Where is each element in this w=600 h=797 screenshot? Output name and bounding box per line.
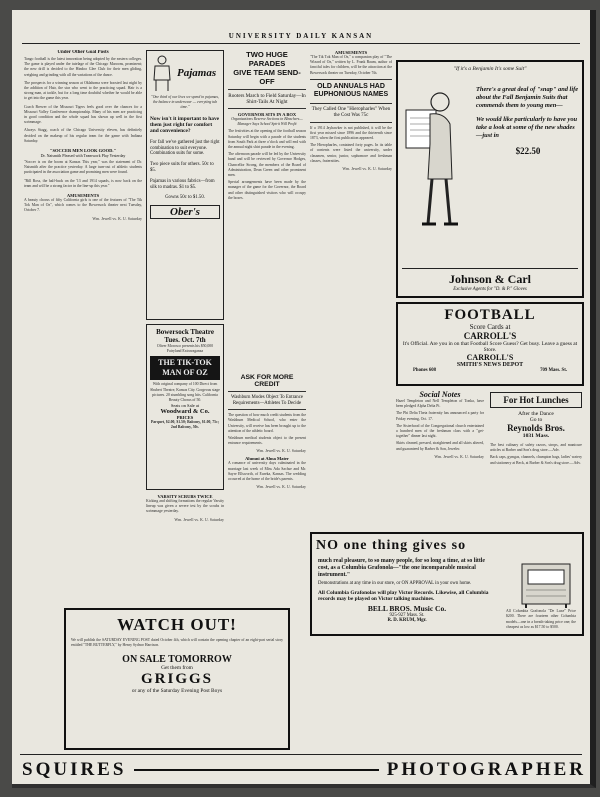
suit-price: $22.50 [515, 146, 541, 156]
store-name: Woodward & Co. [160, 408, 210, 416]
paragraph: Kicking and shifting formations the regular Varsity lineup was given a severe test by the scrubs in scrimmage yesterday. [146, 499, 224, 514]
ad-get: Get them from [161, 665, 193, 672]
body-text: For fall we've gathered just the right combination to suit everyone. Combination suits for some. [150, 139, 220, 157]
columbia-grafonola-ad [310, 532, 584, 636]
squires-footer [22, 757, 586, 783]
show-details: With original company of 100 Direct from Shubert Theatre, Kansas City. Gorgeous stage pictures. 20 stumbling song hits. California Beauty Chorus of 50. [150, 382, 220, 403]
store-name: Johnson & Carl [448, 272, 531, 286]
ad-subtitle: After the Dance [518, 411, 554, 417]
ad-line: Wm. Jewell vs. K. U. Saturday [256, 448, 306, 454]
seats-label: Seats on Sale at [170, 403, 200, 409]
theatre-name: Bowersock Theatre [156, 328, 214, 336]
football-ad [396, 302, 584, 386]
ad-title: FOOTBALL [444, 307, 536, 323]
store-subname: SMITH'S NEWS DEPOT [456, 362, 524, 369]
watch-out-ad [64, 608, 290, 750]
paragraph: Skirts cleaned, pressed, straightened and all skirts altered, and guaranteed by Barber & Son, Jeweler. [396, 441, 484, 451]
presenter: Oliver Morosco presents his $50,000 Fairyland Extravaganza [156, 344, 214, 354]
deck: They Called One "Hieropharles" When the Cost Was 75c [311, 106, 391, 118]
ad-line: Wm. Jewell vs. K. U. Saturday [434, 453, 484, 459]
ad-sale: ON SALE TOMORROW [122, 654, 232, 666]
ad-subtitle: Score Cards at [469, 323, 511, 331]
paragraph: The question of how much credit students from the Washburn Medical School, who enter the University, will receive has been brought up to the attention of the athletic board. [228, 413, 306, 433]
lead-text: Now isn't it important to have them just right for comfort and convenience? [150, 115, 220, 135]
ad-copy: much real pleasure, to so many people, for so long a time, at so little cost, as a Columbia Grafonola—"the one incomparable musical instrument." [318, 558, 485, 578]
obers-logo: Ober's [150, 205, 220, 219]
prices-label: PRICES [176, 415, 194, 421]
caption: All Columbia Grafonola "De Luxe" Price $200. There are fourteen other Columbia models—one in a breath-taking price one; the cheapest as low as $17.50 to $500. [506, 609, 576, 629]
headline: TWO HUGE PARADES [246, 50, 288, 68]
paragraph: "The Tik Tok Man of Oz," a companion play of "The Wizard of Oz," written by L. Frank Baum, author of fanciful tales for children, will be the attraction at the Bowersock theater on Tuesday, October 7th. [310, 55, 392, 75]
ad-line: Wm. Jewell vs. K. U. Saturday [342, 166, 392, 172]
section-title: Social Notes [419, 390, 461, 399]
ad-line: Wm. Jewell vs. K. U. Saturday [256, 484, 306, 490]
paragraph: The Hieropharles, contained forty pages. In its table of contents were listed the university, under classmen, senior, junior, sophomore and freshman classes, fraternities. [310, 143, 392, 163]
store-name: CARROLL'S [466, 353, 514, 363]
manager: R. D. KRUM, Mgr. [387, 618, 427, 624]
paragraph: "Bill Ross, the half-back on the '13 and 1914 squads, is now back on the team and will be a strong factor in the line-up this year." [24, 178, 142, 188]
paragraph: Coach Brewer of the Missouri Tigers feels good over the chances for a Missouri Valley Conference championship. Many of his men are practicing in good condition and the whole squad has shown up well in the first scrimmage. [24, 104, 142, 125]
address: 925-927 Mass. St. [389, 613, 425, 619]
ad-copy: We would like particularly to have you take a look at some of the new shades—just in [476, 116, 578, 139]
deck: Rooters March to Field Saturday—In Shirt-Tails At Night [228, 93, 306, 105]
kicker-deck: Organizations Reserve Sections in Bleachers—Manager Says School Spirit Will Profit [231, 117, 303, 127]
kicker: GOVERNOR SITS IN A BOX [237, 112, 297, 117]
ad-copy: All Columbia Grafonolas will play Victor Records. Likewise, all Columbia records may be played on Victor talking machines. [318, 589, 489, 603]
headline: OLD ANNUALS HAD EUPHONIOUS NAMES [313, 82, 389, 99]
paragraph: Hazel Templeton and Nell Templeton of Tonka, have been pledged Alpha Delta Pi. [396, 399, 484, 409]
ad-copy: We will publish the SATURDAY EVENING POST dated October 4th, which will contain the opening chapter of an eight-part serial story entitled "THE BUTTERFLY," by Henry Sydnor Harrison. [71, 638, 283, 648]
man-reading-illustration [404, 84, 470, 234]
news-item [146, 494, 224, 604]
column-heading: Under Other Goal Posts [57, 50, 109, 55]
footer-right: PHOTOGRAPHER [386, 759, 586, 780]
paragraph: A romance of university days culminated in the marriage last week of Miss Ada Sachse and Mr. Sayre Ellsworth, of Eureka, Kansas. The wedding occurred at the home of the bride's parents. [228, 461, 306, 482]
subheading: "SOCCER MEN LOOK GOOD." [49, 148, 116, 154]
headline: VARSITY SCRUBS TWICE [157, 494, 213, 499]
social-notes [396, 390, 484, 530]
paragraph: The Phi Delta Theta fraternity has announced a party for Friday evening, Oct. 17. [396, 411, 484, 421]
paragraph: The Sisterhood of the Congregational church entertained a hundred men of the freshman class with a "get-together" dinner last night. [396, 423, 484, 439]
grafonola-cabinet-icon [518, 560, 574, 608]
paragraph: "Soccer is on the boom at Kansas This year," was the statement of Dr. Naismith after the practice yesterday. A large turn-out of athletic students participated in the association game and promising men were found. [24, 160, 142, 175]
body-text: Gowns 50c to $1.50. [165, 195, 205, 201]
paragraph: Back caps, gymgas, channels, champion bags, ladies' watery and stationery at Beck, at Barber & Son's drug store.—Adv. [490, 455, 582, 465]
footer-left: SQUIRES [22, 759, 127, 780]
show-title: THE TIK-TOK MAN OF OZ [150, 356, 220, 380]
paragraph: A beauty chorus of fifty California girls is one of the features of "The Tik Tok Man of Oz", which comes to the Bowersock theater next Tuesday, October 7. [24, 198, 142, 213]
sports-column [24, 50, 142, 640]
paragraph: The best culinary of safety razors, strops, and manicure articles at Barber and Son's drug store.—Adv. [490, 443, 582, 453]
ad-tagline: Exclusive Agents for "D. & P." Gloves [453, 287, 527, 292]
subheading: Alumni at Alma Mater [245, 456, 289, 462]
pajama-figure-icon [150, 54, 174, 92]
ad-go: Go to [529, 417, 543, 423]
ad-footer: or any of the Saturday Evening Post Boys [131, 688, 223, 695]
pajamas-ad [146, 50, 224, 320]
amusements-heading: AMUSEMENTS [66, 193, 100, 199]
store-name: GRIGGS [140, 671, 213, 688]
address: 1031 Mass. [522, 433, 550, 439]
paragraph: The prospects for a winning season at Oklahoma were boosted last night by the addition of Hair, the star who went to the practicing squad. Hair is a strong man, at tackle, but for a long time doubtful whether he would be able to get into the game this year. [24, 80, 142, 101]
body-text: Two piece suits for others. 50c to $5. [150, 162, 214, 174]
headline: ASK FOR MORE CREDIT [240, 374, 294, 388]
paragraph: Always Stagg, coach of the Chicago University eleven, has definitely decided on the makeup of his regular team for the game with Indiana Saturday. [24, 128, 142, 143]
contact-row [401, 368, 579, 373]
paragraph: Tango football is the latest innovation being adopted by the eastern colleges. The game is played under the tutelage of the Chicago Maroons, prominent; the new drill is decided to the Hindoo Glee Club for their men gliding, weighing and grinding with all the variations of the dance. [24, 57, 142, 77]
ad-title: WATCH OUT! [117, 615, 237, 634]
ad-line: Wm. Jewell vs. K. U. Saturday [92, 215, 142, 221]
newspaper-page [12, 10, 596, 788]
ad-quote: "If it's a Benjamin It's some Suit" [453, 66, 527, 72]
ad-copy: There's a great deal of "snap" and life about the Fall Benjamin Suits that commends them to young men— [476, 86, 579, 109]
bowersock-ad [146, 324, 224, 490]
ad-line: Wm. Jewell vs. K. U. Saturday [174, 516, 224, 522]
paragraph: If a 1914 Jayhawker is not published, it will be the first year missed since 1896 and the thirteenth since 1873, when the first publication appeared. [310, 125, 392, 141]
phone: Phones 608 [413, 368, 437, 374]
deck: Washburn Modes Object To Entrance Requirements—Athletes To Decide [231, 395, 303, 406]
store-name: BELL BROS. Music Co. [367, 604, 447, 614]
pajamas-banner [150, 54, 220, 92]
ad-title: For Hot Lunches [490, 392, 582, 408]
paragraph: The afternoon parade will be led by the University band and will be reviewed by Governor Hodges, Chancellor Strong, the members of the Board of Administration, Dean Green and other prominent men. [228, 152, 306, 178]
address: 709 Mass. St. [540, 368, 567, 374]
johnson-carl-ad [396, 60, 584, 298]
hot-lunches-ad [488, 390, 584, 530]
parades-story [228, 50, 306, 370]
paragraph: Special arrangements have been made by the manager of the game for the Governor, the Board and other distinguished visitors who will occupy the boxes. [228, 180, 306, 200]
subheading-deck: Dr. Naismith Pleased with Teamwork Play Yesterday [40, 153, 126, 159]
body-text: Pajamas in various fabrics—from silk to madras. $1 to $5. [150, 178, 215, 190]
paragraph: The festivities at the opening of the football season Saturday will begin with a parade of the students from South Park at three o'clock and will end with the annual night shirt parade in the evening. [228, 129, 306, 150]
amusements-heading: AMUSEMENTS [334, 50, 368, 55]
store-name: CARROLL'S [463, 331, 517, 341]
prices: Parquet, $2.00, $1.50; Balcony, $1.00, 75c; 2nd Balcony, 50c. [150, 420, 220, 430]
show-date: Tues. Oct. 7th [164, 336, 206, 344]
ad-copy: Demonstrations at any time in our store, or ON APPROVAL in your own home. [318, 581, 472, 587]
annuals-column [310, 50, 392, 390]
paragraph: Washburn medical students object to the present entrance requirements. [228, 436, 306, 446]
ad-copy: It's Official. Are you in on that Football Score Guess? Get busy. Leave a guess at Store. [402, 341, 578, 354]
headline: GIVE TEAM SEND-OFF [233, 68, 301, 86]
masthead: UNIVERSITY DAILY KANSAN [22, 32, 580, 44]
pajamas-logo: Pajamas [177, 67, 217, 79]
ad-headline: NO one thing gives so [316, 538, 467, 553]
store-name: Reynolds Bros. [507, 423, 565, 433]
tagline: "One third of our lives we spend in pajamas, the balance in underwear — everyting tub time." [151, 95, 219, 110]
credit-story [228, 374, 306, 604]
